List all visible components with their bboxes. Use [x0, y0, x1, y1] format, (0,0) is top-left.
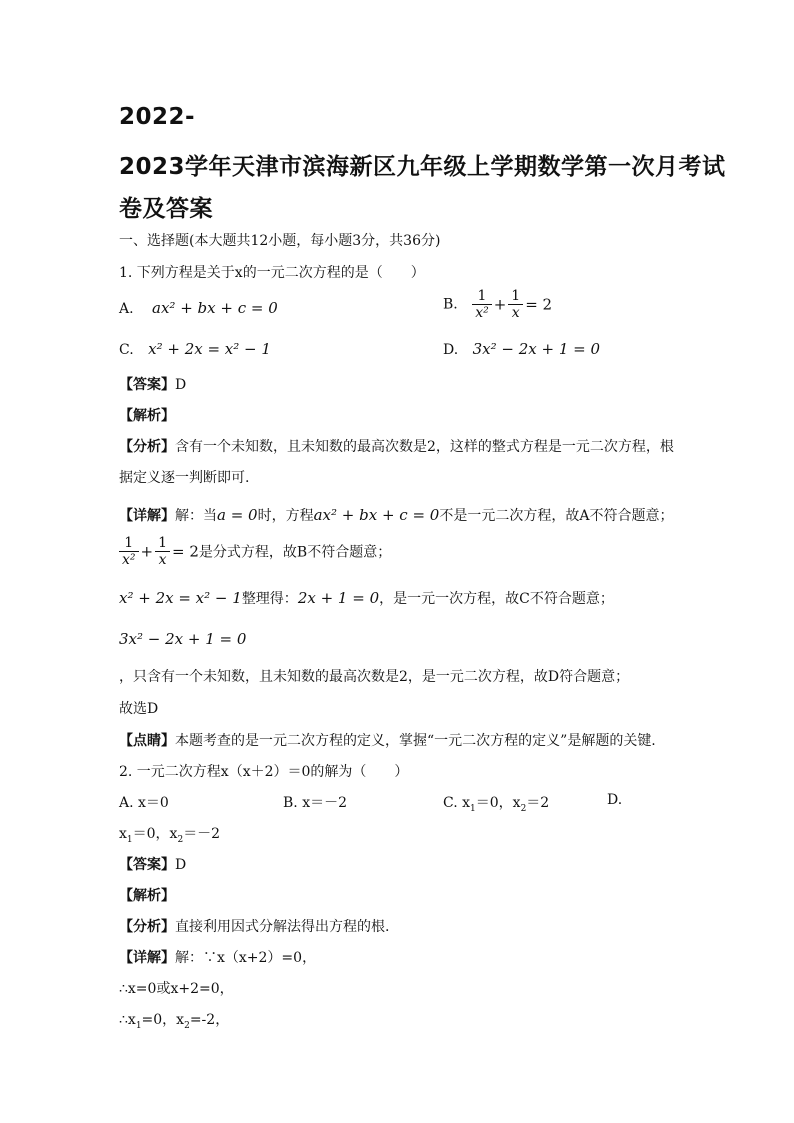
q1-option-c: C. x² + 2x = x² − 1: [119, 340, 271, 358]
q2-jiexi: 【解析】: [119, 888, 175, 904]
q1-xiangjie-b-frac-2: $\frac{1}{x}$: [155, 535, 170, 568]
q2-step-2: ∴x=0或x+2=0，: [119, 981, 234, 997]
q2-stem: 2. 一元二次方程x（x＋2）＝0的解为（ ）: [119, 764, 409, 780]
q1-dianjing: 【点睛】本题考查的是一元二次方程的定义，掌握“一元二次方程的定义”是解题的关键.: [119, 733, 656, 749]
q1-jiexi: 【解析】: [119, 408, 175, 424]
q2-option-c: C. $x_1=0$，$x_2=2$: [443, 795, 550, 814]
doc-title-line-1: 2022-: [119, 104, 196, 130]
q1-option-a-math: ax² + bx + c = 0: [152, 299, 278, 317]
q2-fenxi: 【分析】直接利用因式分解法得出方程的根.: [119, 919, 390, 935]
q1-stem: 1. 下列方程是关于x的一元二次方程的是（ ）: [119, 265, 425, 281]
q1-xiangjie-d-eq: 3x² − 2x + 1 = 0: [119, 630, 247, 648]
q1-option-b-frac-1: $\frac{1}{\text{x²}}$: [472, 288, 492, 321]
q2-option-d-content: $x_1=0$，$x_2=-2$: [119, 826, 221, 845]
q1-choose: 故选D: [119, 701, 159, 717]
q2-option-d: D.: [607, 792, 623, 808]
q1-option-b-frac-2: $\frac{1}{x}$: [508, 288, 523, 321]
q1-fenxi-line-2: 据定义逐一判断即可.: [119, 470, 250, 486]
q2-option-a: A. x＝0: [119, 795, 169, 811]
q1-xiangjie-b: $\frac{1}{\text{x²}}$ + $\frac{1}{x}$ = 2是分式方程，故B不符合题意；: [119, 535, 391, 568]
q1-xiangjie-b-frac-1: $\frac{1}{\text{x²}}$: [119, 535, 139, 568]
q2-answer: 【答案】D: [119, 857, 187, 873]
q1-option-b: B. $\frac{1}{\text{x²}}$ + $\frac{1}{x}$ = 2: [443, 288, 553, 321]
doc-title-line-3: 卷及答案: [119, 196, 213, 222]
q1-answer: 【答案】D: [119, 377, 187, 393]
q2-step-3: $\therefore x_1=0$，$x_2=-2$，: [119, 1012, 230, 1031]
section-header: 一、选择题(本大题共12小题，每小题3分，共36分): [119, 233, 441, 249]
q1-xiangjie-c: x² + 2x = x² − 1整理得：2x + 1 = 0，是一元一次方程，故C不符合题意；: [119, 589, 614, 607]
q1-option-d: D. 3x² − 2x + 1 = 0: [443, 340, 601, 358]
q1-fenxi-line-1: 【分析】含有一个未知数，且未知数的最高次数是2，这样的整式方程是一元二次方程，根: [119, 439, 674, 455]
q1-option-a: A. ax² + bx + c = 0: [119, 299, 278, 317]
q1-xiangjie-a: 【详解】解：当a = 0时，方程ax² + bx + c = 0不是一元二次方程，故A不符合题意；: [119, 506, 674, 524]
doc-title-line-2: 2023学年天津市滨海新区九年级上学期数学第一次月考试: [119, 154, 726, 180]
q2-xiangjie: 【详解】解：∵x（x+2）=0，: [119, 950, 317, 966]
q2-option-b: B. x＝－2: [283, 795, 347, 811]
q1-option-d-math: 3x² − 2x + 1 = 0: [472, 340, 601, 358]
q1-xiangjie-d-text: ，只含有一个未知数，且未知数的最高次数是2，是一元二次方程，故D符合题意；: [119, 669, 630, 685]
q1-option-c-math: x² + 2x = x² − 1: [148, 340, 271, 358]
